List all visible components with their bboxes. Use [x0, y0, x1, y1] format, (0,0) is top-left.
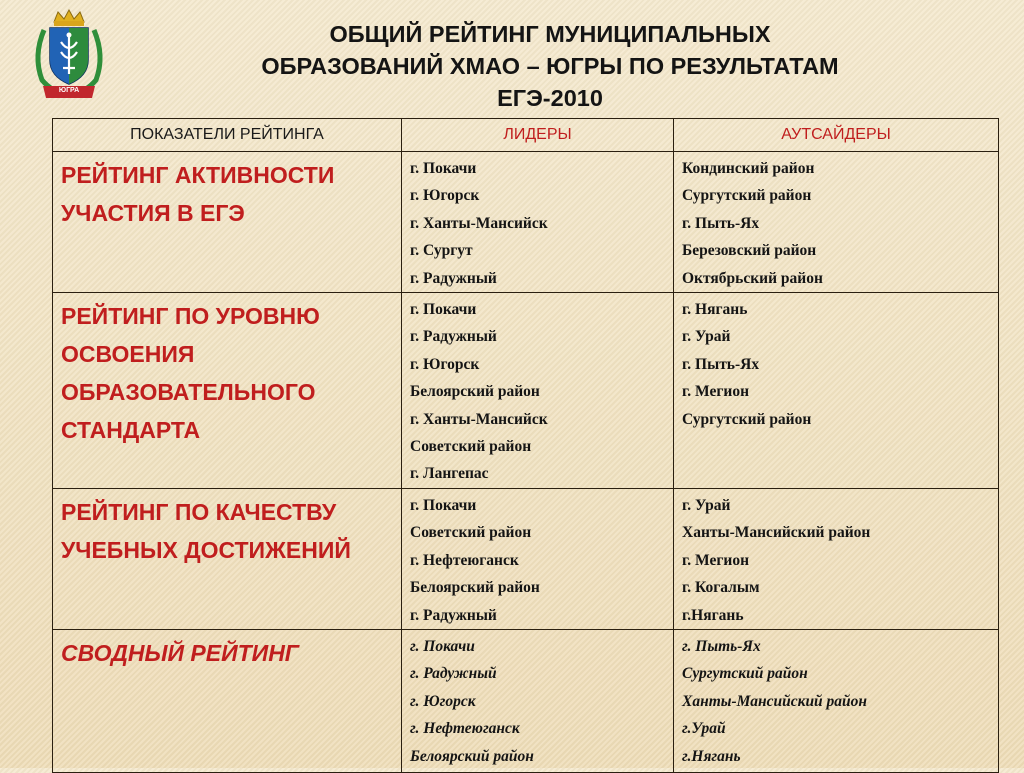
indicator-cell: РЕЙТИНГ ПО КАЧЕСТВУ УЧЕБНЫХ ДОСТИЖЕНИЙ — [53, 488, 402, 629]
list-item: г. Мегион — [682, 551, 749, 569]
slide-title — [160, 18, 940, 114]
list-item: г. Покачи — [410, 301, 477, 319]
indicator-cell: РЕЙТИНГ ПО УРОВНЮ ОСВОЕНИЯ ОБРАЗОВАТЕЛЬНОГО СТАНДАРТА — [53, 293, 402, 489]
list-item: Советский район — [410, 524, 532, 542]
table-row — [53, 152, 999, 293]
rating-table — [52, 118, 999, 773]
list-item: г. Сургут — [410, 242, 473, 260]
outsiders-cell — [674, 293, 999, 489]
list-item: г. Когалым — [682, 579, 760, 597]
list-item: Октябрьский район — [682, 269, 823, 287]
list-item: г.Нягань — [682, 606, 744, 624]
leaders-cell — [402, 152, 674, 293]
list-item: Советский район — [410, 438, 532, 456]
list-item: г. Югорск — [410, 355, 480, 373]
table-header-row — [53, 119, 999, 152]
table-row — [53, 629, 999, 772]
list-item: г. Пыть-Ях — [682, 355, 760, 373]
title-line: ЕГЭ-2010 — [497, 85, 603, 111]
list-item: г. Радужный — [410, 328, 497, 346]
leaders-cell — [402, 629, 674, 772]
emblem-label: ЮГРА — [58, 87, 80, 94]
list-item: Сургутский район — [682, 665, 808, 683]
list-item: г. Радужный — [410, 665, 497, 683]
list-item: г. Нягань — [682, 301, 748, 319]
indicator-cell: СВОДНЫЙ РЕЙТИНГ — [53, 629, 402, 772]
list-item: г. Лангепас — [410, 465, 489, 483]
list-item: Березовский район — [682, 242, 817, 260]
list-item: г. Радужный — [410, 269, 497, 287]
list-item: г. Покачи — [410, 496, 477, 514]
list-item: Белоярский район — [410, 383, 540, 401]
header-leaders: ЛИДЕРЫ — [402, 119, 674, 152]
list-item: г. Мегион — [682, 383, 749, 401]
leaders-cell — [402, 488, 674, 629]
list-item: г. Урай — [682, 496, 731, 514]
list-item: г. Радужный — [410, 606, 497, 624]
list-item: г. Пыть-Ях — [682, 214, 760, 232]
list-item: Кондинский район — [682, 160, 815, 177]
list-item: г. Покачи — [410, 637, 475, 655]
title-line: ОБРАЗОВАНИЙ ХМАО – ЮГРЫ ПО РЕЗУЛЬТАТАМ — [261, 53, 839, 79]
list-item: г.Урай — [682, 720, 726, 738]
table-row — [53, 293, 999, 489]
list-item: Сургутский район — [682, 187, 812, 205]
list-item: г. Ханты-Мансийск — [410, 214, 548, 232]
list-item: г.Нягань — [682, 747, 741, 765]
list-item: Ханты-Мансийский район — [682, 692, 868, 710]
list-item: г. Ханты-Мансийск — [410, 410, 548, 428]
list-item: Сургутский район — [682, 410, 812, 428]
header-outsiders: АУТСАЙДЕРЫ — [674, 119, 999, 152]
list-item: Белоярский район — [410, 747, 534, 765]
list-item: г. Пыть-Ях — [682, 637, 761, 655]
list-item: Ханты-Мансийский район — [682, 524, 871, 542]
outsiders-cell — [674, 488, 999, 629]
leaders-cell — [402, 293, 674, 489]
outsiders-cell — [674, 629, 999, 772]
indicator-cell: РЕЙТИНГ АКТИВНОСТИ УЧАСТИЯ В ЕГЭ — [53, 152, 402, 293]
list-item: г. Нефтеюганск — [410, 720, 520, 738]
header-indicators: ПОКАЗАТЕЛИ РЕЙТИНГА — [53, 119, 402, 152]
list-item: г. Урай — [682, 328, 731, 346]
table-row — [53, 488, 999, 629]
list-item: Белоярский район — [410, 579, 540, 597]
list-item: г. Югорск — [410, 692, 476, 710]
list-item: г. Югорск — [410, 187, 480, 205]
title-line: ОБЩИЙ РЕЙТИНГ МУНИЦИПАЛЬНЫХ — [329, 21, 771, 47]
outsiders-cell — [674, 152, 999, 293]
list-item: г. Нефтеюганск — [410, 551, 519, 569]
list-item: г. Покачи — [410, 160, 477, 177]
